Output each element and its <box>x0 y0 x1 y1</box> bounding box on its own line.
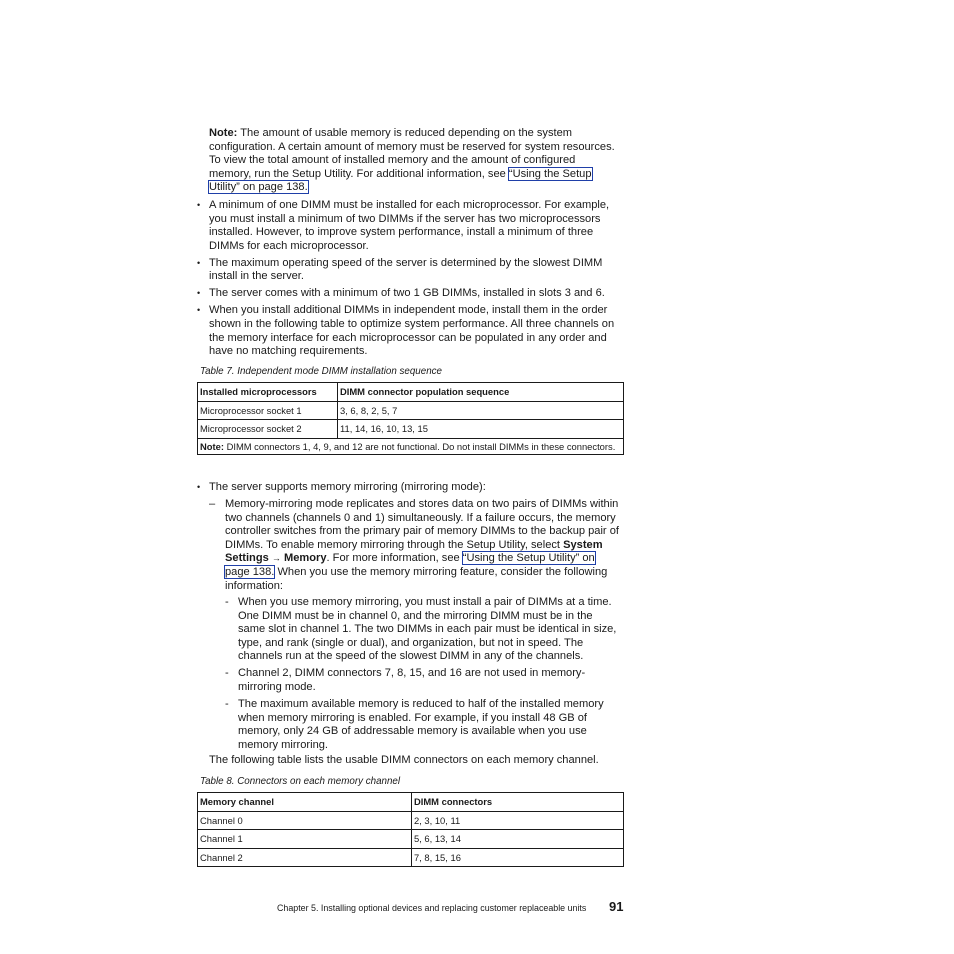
mirroring-dash-item <box>209 498 621 593</box>
table-header-cell: DIMM connector population sequence <box>338 383 624 402</box>
table-row <box>198 420 624 439</box>
table-note-label: Note: <box>200 440 224 452</box>
table-cell: 7, 8, 15, 16 <box>412 848 624 867</box>
mirroring-considerations-list <box>225 596 622 756</box>
table-cell: Channel 0 <box>198 811 412 830</box>
following-paragraph: The following table lists the usable DIMM connectors on each memory channel. <box>209 754 599 766</box>
note-text: The amount of usable memory is reduced depending on the system configuration. A certain amount of memory must be reserved for system resources. To view the total amount of installed memory and the amount of configured memory, run the Setup Utility. For additional information, see <box>209 127 615 180</box>
table-header-row <box>198 793 624 812</box>
mirroring-description: Memory-mirroring mode replicates and stores data on two pairs of DIMMs within two channels (channels 0 and 1) simultaneously. If a failure occurs, the memory controller switches from the primary pair of memory DIMMs to the backup pair of DIMMs. To enable memory mirroring through the Setup Utility, select System Settings → Memory. For more information, see “Using the Setup Utility” on page 138. When you use the memory mirroring feature, consider the following information: <box>225 498 619 592</box>
list-item: • When you install additional DIMMs in independent mode, install them in the order shown in the following table to optimize system performance. All three channels on the memory interface for each microprocessor can be populated in any order and have no matching requirements. <box>197 304 627 358</box>
dash-mark: – <box>209 498 216 510</box>
table-header-cell: DIMM connectors <box>412 793 624 812</box>
table8-caption: Table 8. Connectors on each memory channel <box>200 776 401 787</box>
page-number: 91 <box>609 899 624 914</box>
list-item: • The server supports memory mirroring (mirroring mode): <box>197 481 627 495</box>
table-note-cell <box>198 438 624 455</box>
table-cell: 3, 6, 8, 2, 5, 7 <box>338 401 624 420</box>
table-note-row <box>198 438 624 455</box>
menu-arrow-icon: → <box>271 553 281 564</box>
table7-caption: Table 7. Independent mode DIMM installation sequence <box>200 366 442 377</box>
table-cell: 11, 14, 16, 10, 13, 15 <box>338 420 624 439</box>
list-item: • A minimum of one DIMM must be installed for each microprocessor. For example, you must install a minimum of two DIMMs if the server has two microprocessors installed. However, to improve system performance, install a minimum of three DIMMs for each microprocessor. <box>197 199 627 253</box>
table7-independent-mode <box>197 382 624 455</box>
footer-chapter: Chapter 5. Installing optional devices and replacing customer replaceable units <box>277 903 587 913</box>
table-cell: Microprocessor socket 1 <box>198 401 338 420</box>
table-header-cell: Installed microprocessors <box>198 383 338 402</box>
table8-memory-channels <box>197 792 624 867</box>
list-item: - The maximum available memory is reduced to half of the installed memory when memory mirroring is enabled. For example, if you install 48 GB of memory, only 24 GB of addressable memory is available when you use memory mirroring. <box>225 697 604 751</box>
table-note-text: DIMM connectors 1, 4, 9, and 12 are not functional. Do not install DIMMs in these connectors. <box>226 440 616 452</box>
menu-system-settings: System Settings <box>225 538 603 565</box>
setup-utility-link[interactable]: “Using the Setup Utility” on page 138. <box>209 167 592 194</box>
note-paragraph <box>209 127 619 195</box>
table-cell: Microprocessor socket 2 <box>198 420 338 439</box>
table-row <box>198 830 624 849</box>
list-item: - Channel 2, DIMM connectors 7, 8, 15, and 16 are not used in memory-mirroring mode. <box>225 667 586 693</box>
list-item: • The maximum operating speed of the server is determined by the slowest DIMM install in the server. <box>197 257 627 284</box>
table-cell: 2, 3, 10, 11 <box>412 811 624 830</box>
table-cell: Channel 1 <box>198 830 412 849</box>
table-row <box>198 848 624 867</box>
menu-memory: Memory <box>283 552 327 565</box>
note-label: Note: <box>209 127 238 139</box>
memory-rules-list <box>197 199 627 362</box>
list-item: • The server comes with a minimum of two 1 GB DIMMs, installed in slots 3 and 6. <box>197 287 627 301</box>
table-row <box>198 401 624 420</box>
table-header-row <box>198 383 624 402</box>
table-header-cell: Memory channel <box>198 793 412 812</box>
setup-utility-link-2[interactable]: “Using the Setup Utility” on page 138. <box>225 552 595 578</box>
list-item: - When you use memory mirroring, you must install a pair of DIMMs at a time. One DIMM must be in channel 0, and the mirroring DIMM must be in the same slot in channel 1. The two DIMMs in each pair must be identical in size, type, and rank (single or dual), and organization, but not in speed. The channels run at the speed of the slowest DIMM in any of the channels. <box>225 596 617 663</box>
mirroring-list <box>197 481 627 498</box>
table-row <box>198 811 624 830</box>
table-cell: 5, 6, 13, 14 <box>412 830 624 849</box>
table-cell: Channel 2 <box>198 848 412 867</box>
